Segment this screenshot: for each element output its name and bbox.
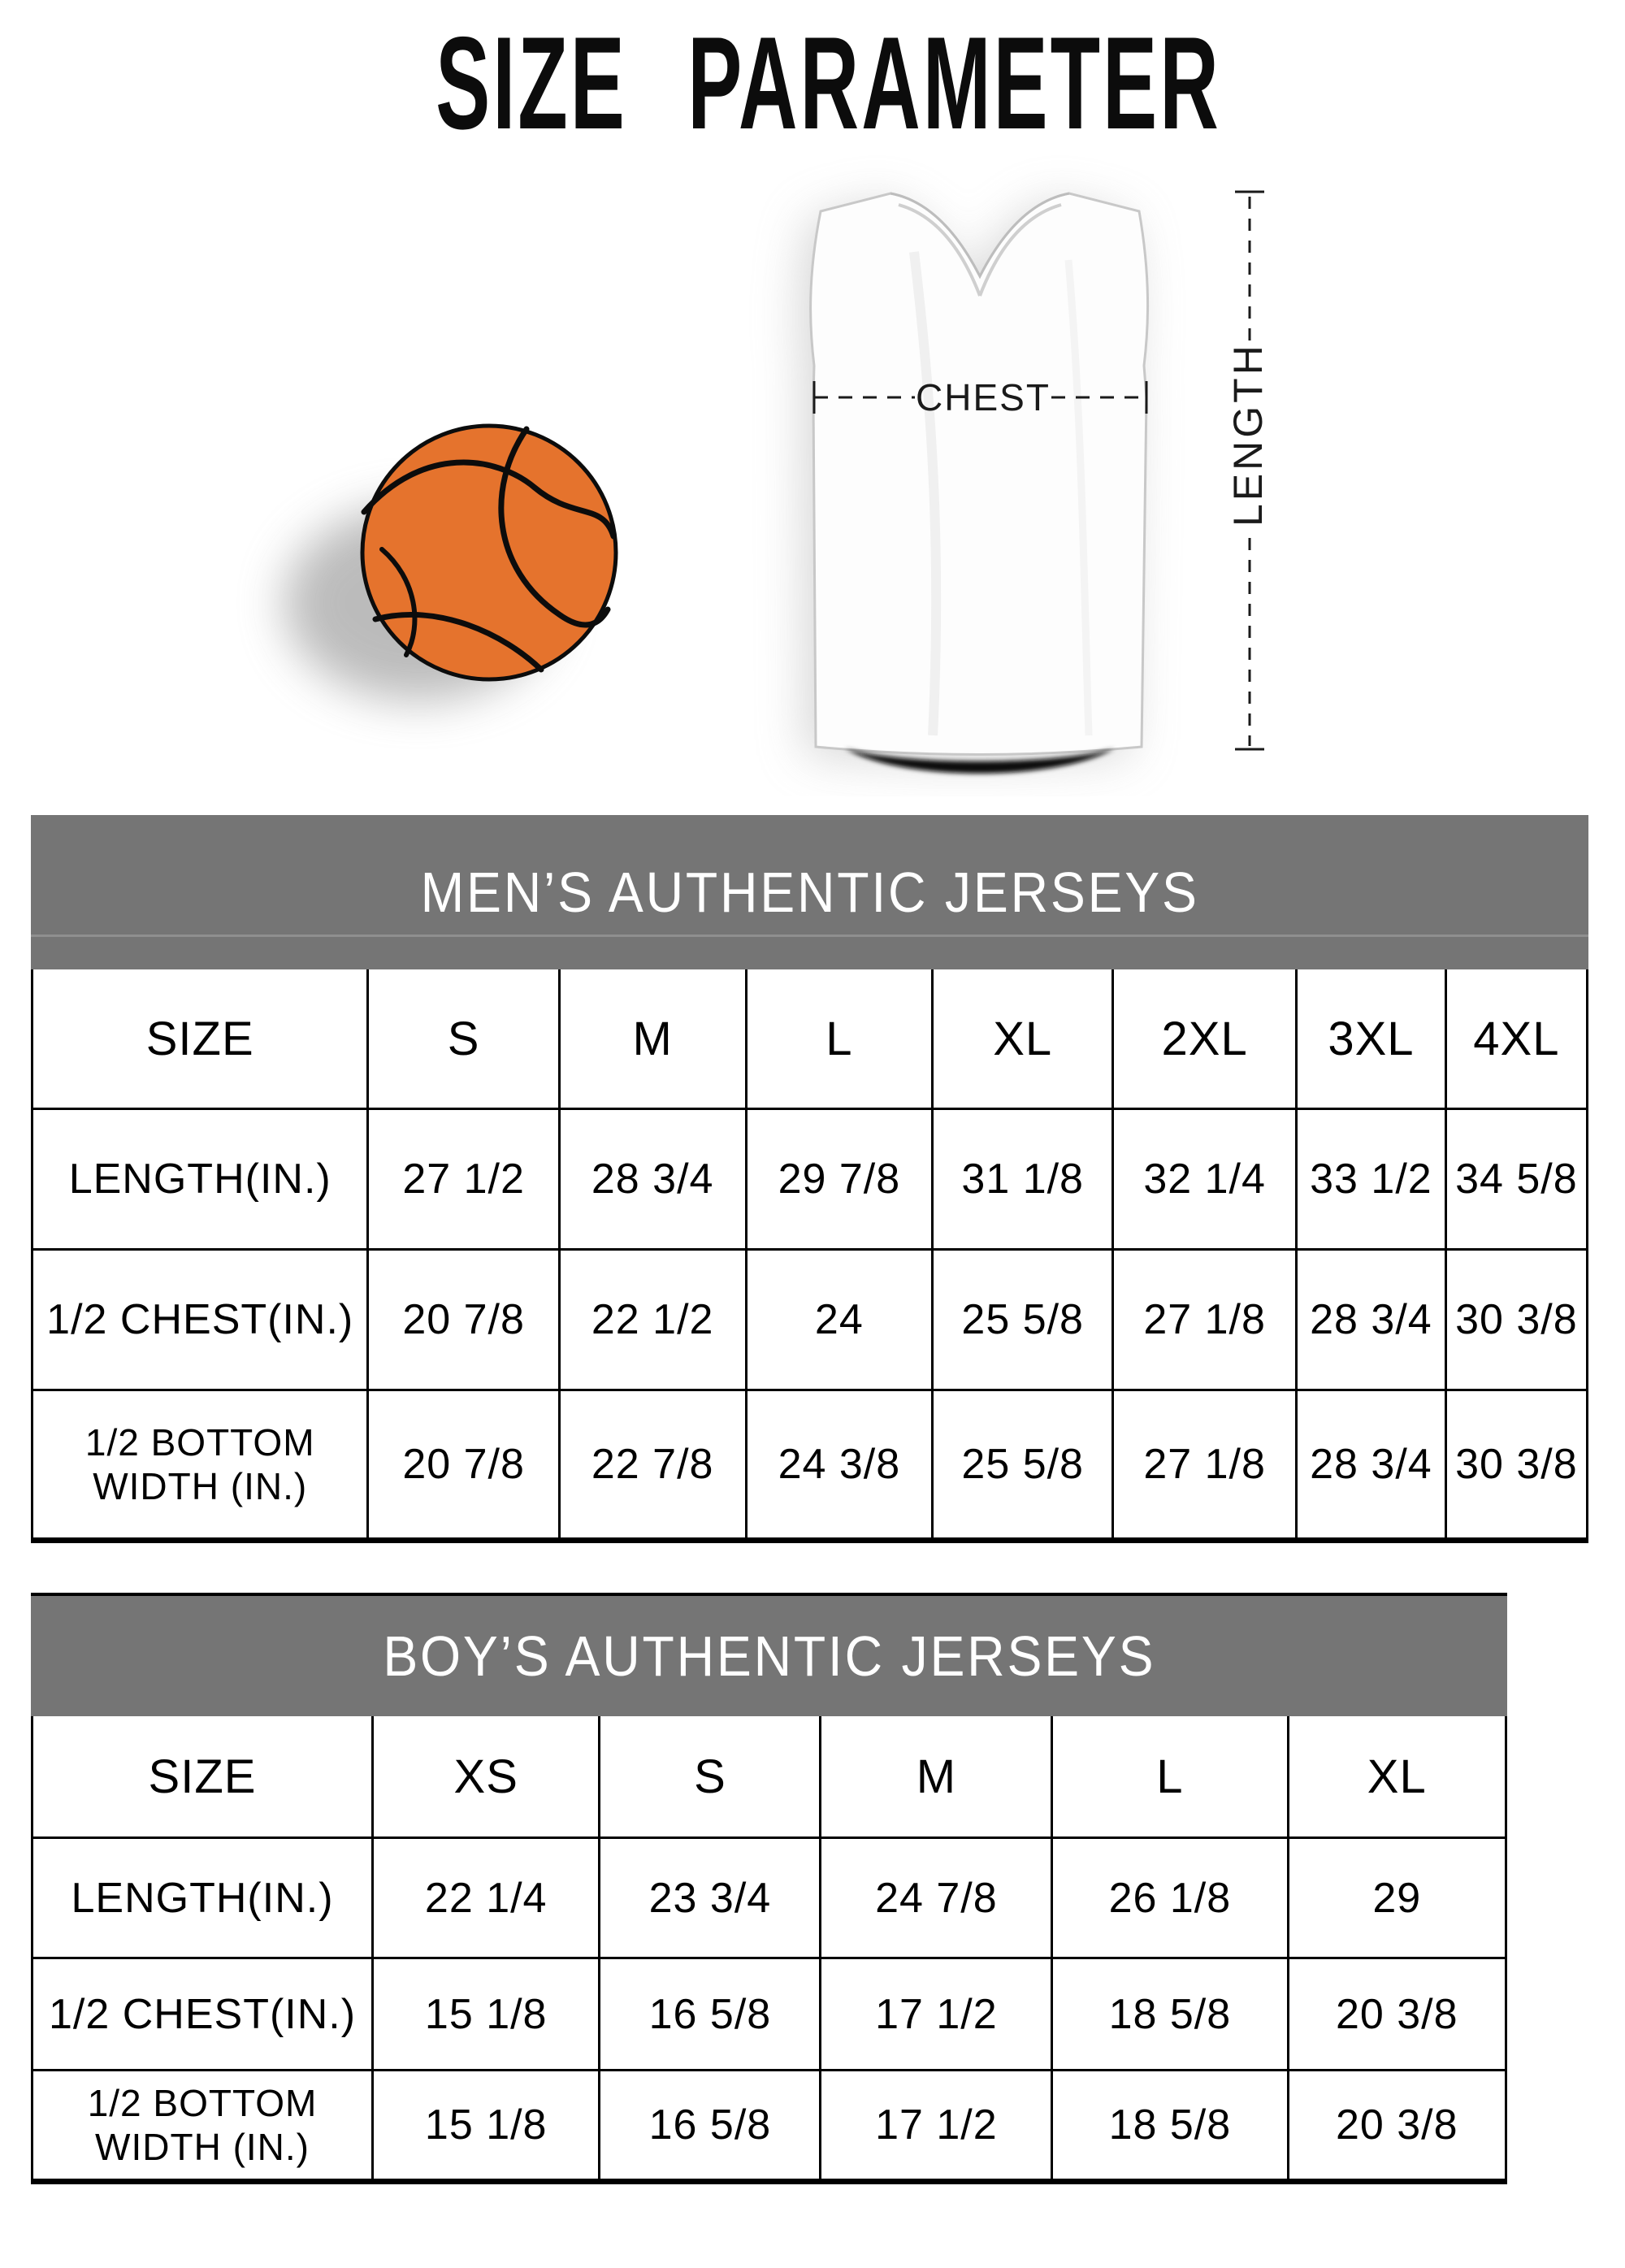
- size-value: 20 3/8: [1288, 2071, 1506, 2182]
- size-value: 20 7/8: [368, 1390, 559, 1541]
- row-label-line1: 1/2 BOTTOM: [87, 2081, 318, 2124]
- size-value: 27 1/8: [1113, 1250, 1297, 1390]
- size-value: 25 5/8: [933, 1250, 1113, 1390]
- size-value: 24 3/8: [746, 1390, 933, 1541]
- size-value: 29: [1288, 1838, 1506, 1958]
- size-value: 29 7/8: [746, 1109, 933, 1250]
- mens-col-header-m: M: [559, 969, 746, 1109]
- basketball-icon: [284, 426, 616, 700]
- row-label: 1/2 CHEST(IN.): [32, 1958, 373, 2071]
- boys-col-header-m: M: [821, 1716, 1052, 1838]
- size-value: 20 3/8: [1288, 1958, 1506, 2071]
- size-value: 30 3/8: [1445, 1390, 1587, 1541]
- row-label: LENGTH(IN.): [32, 1838, 373, 1958]
- mens-jerseys-section: [31, 815, 1588, 1543]
- mens-col-header-2xl: 2XL: [1113, 969, 1297, 1109]
- mens-col-header-l: L: [746, 969, 933, 1109]
- size-value: 28 3/4: [1297, 1390, 1446, 1541]
- boys-table-title: BOY’S AUTHENTIC JERSEYS: [383, 1624, 1155, 1688]
- size-value: 18 5/8: [1052, 2071, 1288, 2182]
- row-label: 1/2 CHEST(IN.): [32, 1250, 368, 1390]
- size-value: 24 7/8: [821, 1838, 1052, 1958]
- row-label-line2: WIDTH (IN.): [95, 2126, 310, 2168]
- boys-chest-row: [32, 1958, 1506, 2071]
- size-value: 28 3/4: [1297, 1250, 1446, 1390]
- size-value: 27 1/8: [1113, 1390, 1297, 1541]
- mens-size-table: [31, 969, 1588, 1543]
- mens-col-header-s: S: [368, 969, 559, 1109]
- size-value: 32 1/4: [1113, 1109, 1297, 1250]
- size-value: 28 3/4: [559, 1109, 746, 1250]
- mens-col-header-3xl: 3XL: [1297, 969, 1446, 1109]
- mens-chest-row: [32, 1250, 1588, 1390]
- row-label: [32, 2071, 373, 2182]
- boys-bottom-width-row: [32, 2071, 1506, 2182]
- size-value: 33 1/2: [1297, 1109, 1446, 1250]
- chest-dimension-label: CHEST: [916, 376, 1051, 418]
- mens-col-header-4xl: 4XL: [1445, 969, 1587, 1109]
- mens-column-header-row: [32, 969, 1588, 1109]
- size-value: 20 7/8: [368, 1250, 559, 1390]
- row-label-line1: 1/2 BOTTOM: [84, 1420, 315, 1464]
- boys-jerseys-section: [31, 1593, 1507, 2184]
- band-highlight-line: [31, 935, 1588, 937]
- size-diagram: [0, 122, 1625, 796]
- boys-col-header-s: S: [600, 1716, 821, 1838]
- boys-size-table: [31, 1716, 1507, 2184]
- size-value: 16 5/8: [600, 1958, 821, 2071]
- mens-bottom-width-row: [32, 1390, 1588, 1541]
- boys-length-row: [32, 1838, 1506, 1958]
- size-value: 23 3/4: [600, 1838, 821, 1958]
- mens-col-header-xl: XL: [933, 969, 1113, 1109]
- row-label-line2: WIDTH (IN.): [93, 1465, 308, 1507]
- size-value: 22 1/4: [373, 1838, 600, 1958]
- size-value: 15 1/8: [373, 2071, 600, 2182]
- size-value: 34 5/8: [1445, 1109, 1587, 1250]
- size-value: 26 1/8: [1052, 1838, 1288, 1958]
- size-value: 18 5/8: [1052, 1958, 1288, 2071]
- size-value: 31 1/8: [933, 1109, 1113, 1250]
- page-title: SIZE PARAMETER: [436, 10, 1222, 157]
- boys-table-header: [31, 1593, 1507, 1716]
- size-value: 22 1/2: [559, 1250, 746, 1390]
- jersey-icon: [800, 193, 1148, 774]
- size-value: 30 3/8: [1445, 1250, 1587, 1390]
- size-value: 17 1/2: [821, 1958, 1052, 2071]
- mens-col-header-size: SIZE: [32, 969, 368, 1109]
- boys-col-header-xs: XS: [373, 1716, 600, 1838]
- size-value: 24: [746, 1250, 933, 1390]
- boys-col-header-l: L: [1052, 1716, 1288, 1838]
- boys-col-header-xl: XL: [1288, 1716, 1506, 1838]
- size-value: 22 7/8: [559, 1390, 746, 1541]
- mens-table-header: [31, 815, 1588, 969]
- mens-table-title: MEN’S AUTHENTIC JERSEYS: [420, 861, 1199, 924]
- size-value: 15 1/8: [373, 1958, 600, 2071]
- size-value: 17 1/2: [821, 2071, 1052, 2182]
- size-value: 16 5/8: [600, 2071, 821, 2182]
- boys-col-header-size: SIZE: [32, 1716, 373, 1838]
- length-dimension-label: LENGTH: [1225, 342, 1271, 527]
- size-value: 25 5/8: [933, 1390, 1113, 1541]
- row-label: [32, 1390, 368, 1541]
- size-value: 27 1/2: [368, 1109, 559, 1250]
- boys-column-header-row: [32, 1716, 1506, 1838]
- row-label: LENGTH(IN.): [32, 1109, 368, 1250]
- mens-length-row: [32, 1109, 1588, 1250]
